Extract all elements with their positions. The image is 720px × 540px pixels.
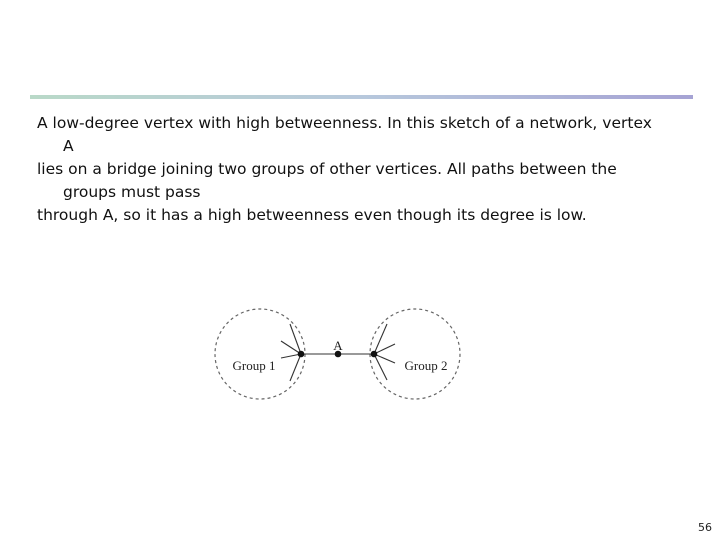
vertex-a-label: A <box>333 338 343 353</box>
caption-line-5: through A, so it has a high betweenness even though its degree is low. <box>37 206 587 224</box>
group-2-circle <box>370 309 460 399</box>
group-1-bridge-vertex <box>298 351 305 358</box>
group-2-bridge-vertex <box>371 351 378 358</box>
group-1-circle <box>215 309 305 399</box>
caption-text <box>37 112 697 227</box>
caption-line-3: lies on a bridge joining two groups of other vertices. All paths between the <box>37 160 617 178</box>
group-2-edges <box>374 324 395 380</box>
caption-line-4: groups must pass <box>63 183 201 201</box>
group-1-label: Group 1 <box>232 358 276 373</box>
caption-line-1: A low-degree vertex with high betweenness. In this sketch of a network, vertex <box>37 114 652 132</box>
group-1-edges <box>281 324 301 381</box>
page-number: 56 <box>698 521 712 534</box>
title-rule <box>30 95 693 99</box>
group-2-label: Group 2 <box>404 358 448 373</box>
network-diagram <box>205 295 470 425</box>
caption-line-2: A <box>63 137 74 155</box>
